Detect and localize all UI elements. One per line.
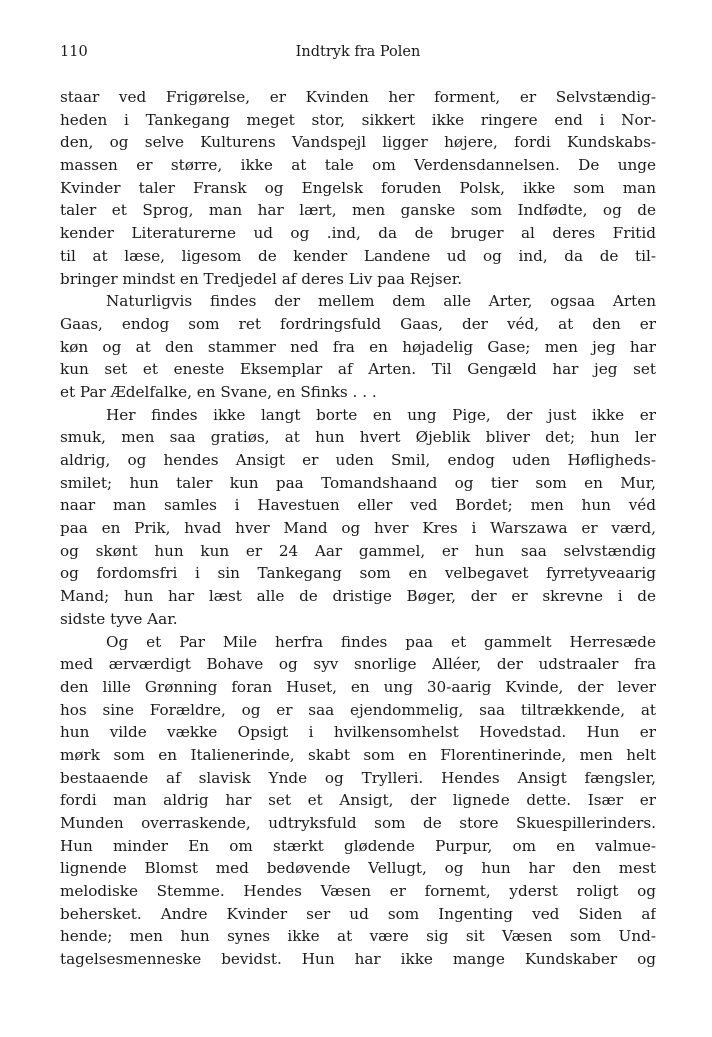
text-line: naar man samles i Havestuen eller ved Bordet; men hun véd [60, 496, 656, 515]
text-line: aldrig, og hendes Ansigt er uden Smil, endog uden Høfligheds- [60, 451, 656, 469]
text-line: staar ved Frigørelse, er Kvinden her forment, er Selvstændig- [60, 88, 656, 106]
text-line: bringer mindst en Tredjedel af deres Liv paa Rejser. [60, 269, 463, 288]
text-line: Kvinder taler Fransk og Engelsk foruden Polsk, ikke som man [60, 178, 656, 197]
text-line: fordi man aldrig har set et Ansigt, der lignede dette. Især er [60, 791, 656, 810]
text-line: Og et Par Mile herfra findes paa et gammelt Herresæde [106, 632, 656, 651]
text-line: behersket. Andre Kvinder ser ud som Ingenting ved Siden af [60, 904, 656, 923]
text-line: tagelsesmenneske bevidst. Hun har ikke mange Kundskaber og [60, 950, 656, 969]
text-line: mørk som en Italienerinde, skabt som en Florentinerinde, men helt [60, 745, 656, 764]
text-line: til at læse, ligesom de kender Landene ud og ind, da de til- [60, 246, 656, 265]
text-line: kender Literaturerne ud og .ind, da de bruger al deres Fritid [60, 224, 656, 243]
text-line: og skønt hun kun er 24 Aar gammel, er hun saa selvstændig [60, 541, 656, 560]
text-line: lignende Blomst med bedøvende Vellugt, og hun har den mest [60, 859, 656, 878]
body-text [60, 86, 656, 971]
running-title: Indtryk fra Polen [295, 44, 421, 60]
page-header [60, 44, 656, 66]
text-line: med ærværdigt Bohave og syv snorlige Alléer, der udstraaler fra [60, 655, 656, 674]
text-line: et Par Ædelfalke, en Svane, en Sfinks . . . [60, 382, 377, 401]
text-line: den, og selve Kulturens Vandspejl ligger højere, fordi Kundskabs- [60, 133, 656, 152]
text-line: køn og at den stammer ned fra en højadelig Gase; men jeg har [60, 337, 656, 356]
text-line: hende; men hun synes ikke at være sig sit Væsen som Und- [60, 927, 656, 946]
text-line: hun vilde vække Opsigt i hvilkensomhelst Hovedstad. Hun er [60, 723, 656, 742]
text-line: Mand; hun har læst alle de dristige Bøger, der er skrevne i de [60, 587, 656, 606]
text-line: Her findes ikke langt borte en ung Pige, der just ikke er [106, 405, 656, 424]
text-line: og fordomsfri i sin Tankegang som en velbegavet fyrretyveaarig [60, 564, 656, 583]
text-line: massen er større, ikke at tale om Verdensdannelsen. De unge [60, 156, 656, 175]
text-line: kun set et eneste Eksemplar af Arten. Til Gengæld har jeg set [60, 360, 656, 379]
text-line: Hun minder En om stærkt glødende Purpur, om en valmue- [60, 836, 656, 855]
text-line: Gaas, endog som ret fordringsfuld Gaas, der véd, at den er [60, 314, 656, 333]
text-line: den lille Grønning foran Huset, en ung 30-aarig Kvinde, der lever [60, 677, 656, 696]
text-line: smilet; hun taler kun paa Tomandshaand og tier som en Mur, [60, 473, 656, 492]
text-line: hos sine Forældre, og er saa ejendommelig, saa tiltrækkende, at [60, 700, 656, 719]
text-line: Munden overraskende, udtryksfuld som de store Skuespillerinders. [60, 814, 656, 832]
text-line: smuk, men saa gratiøs, at hun hvert Øjeblik bliver det; hun ler [60, 428, 656, 447]
text-line: paa en Prik, hvad hver Mand og hver Kres i Warszawa er værd, [60, 519, 656, 538]
text-line: heden i Tankegang meget stor, sikkert ikke ringere end i Nor- [60, 110, 656, 129]
text-line: sidste tyve Aar. [60, 609, 178, 628]
text-line: bestaaende af slavisk Ynde og Trylleri. Hendes Ansigt fængsler, [60, 768, 656, 787]
text-line: Naturligvis findes der mellem dem alle Arter, ogsaa Arten [106, 292, 656, 311]
page-number: 110 [60, 44, 88, 60]
text-line: melodiske Stemme. Hendes Væsen er fornemt, yderst roligt og [60, 882, 656, 901]
text-line: taler et Sprog, man har lært, men ganske som Indfødte, og de [60, 201, 656, 220]
